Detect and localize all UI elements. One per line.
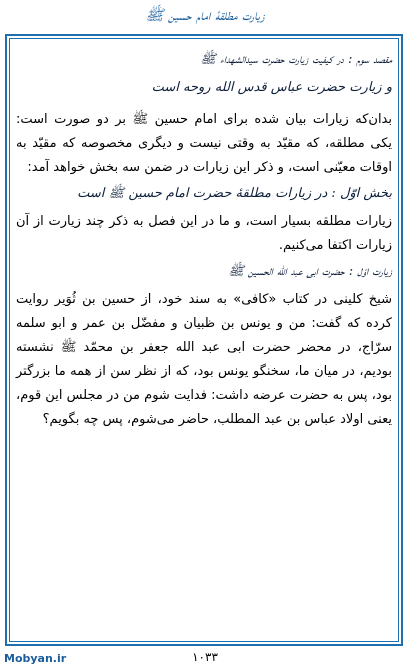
page-title: زیارت مطلقهٔ امام حسین ﷺ <box>145 6 265 24</box>
part-one-paragraph: زیارات مطلقه بسیار است، و ما در این فصل به ذکر چند زیارت از آن زیارات اکتفا می‌کنیم. <box>16 214 392 253</box>
site-watermark: Mobyan.ir <box>4 652 67 665</box>
part-one-heading: بخش اوّل : در زیارات مطلقهٔ حضرت امام حسین ﷺ است <box>77 186 392 201</box>
intro-paragraph: بدان‌که زیارات بیان شده برای امام حسین ﷺ بر دو صورت است: یکی مطلقه، که مقیّد به وقتی نیست و دیگری مخصوصه که مقیّد به اوقات معیّنی است، و ذکر این زیارات در ضمن سه بخش خواهد آمد: <box>16 112 392 175</box>
page-content <box>16 46 392 432</box>
section-heading: مقصد سوم : در کیفیت زیارت حضرت سیدالشهداء ﷺ <box>200 52 392 67</box>
page-number: ۱۰۳۳ <box>192 650 218 664</box>
section-subheading: و زیارت حضرت عباس قدس الله روحه است <box>151 80 392 95</box>
first-ziyarat-heading: زیارت اوّل : حضرت ابی عبد الله الحسین ﷺ <box>228 264 392 279</box>
narration-paragraph: شیخ کلینی در کتاب «کافی» به سند خود، از حسین بن ثُوَیر روایت کرده که گفت: من و یونس بن ظبیان و مفضّل بن عمر و ابو سلمه سرّاج، در محضر حضرت ابی عبد الله جعفر بن محمّد ﷺ نشسته بودیم، در میان ما، سخنگو یونس بود، که از نظر سن از همه ما بزرگتر بود، پس به حضرت عرضه داشت: فدایت شوم من در مجلس این قوم، یعنی اولاد عباس بن عبد المطلب، حاضر می‌شوم، پس چه بگویم؟ <box>16 292 392 427</box>
